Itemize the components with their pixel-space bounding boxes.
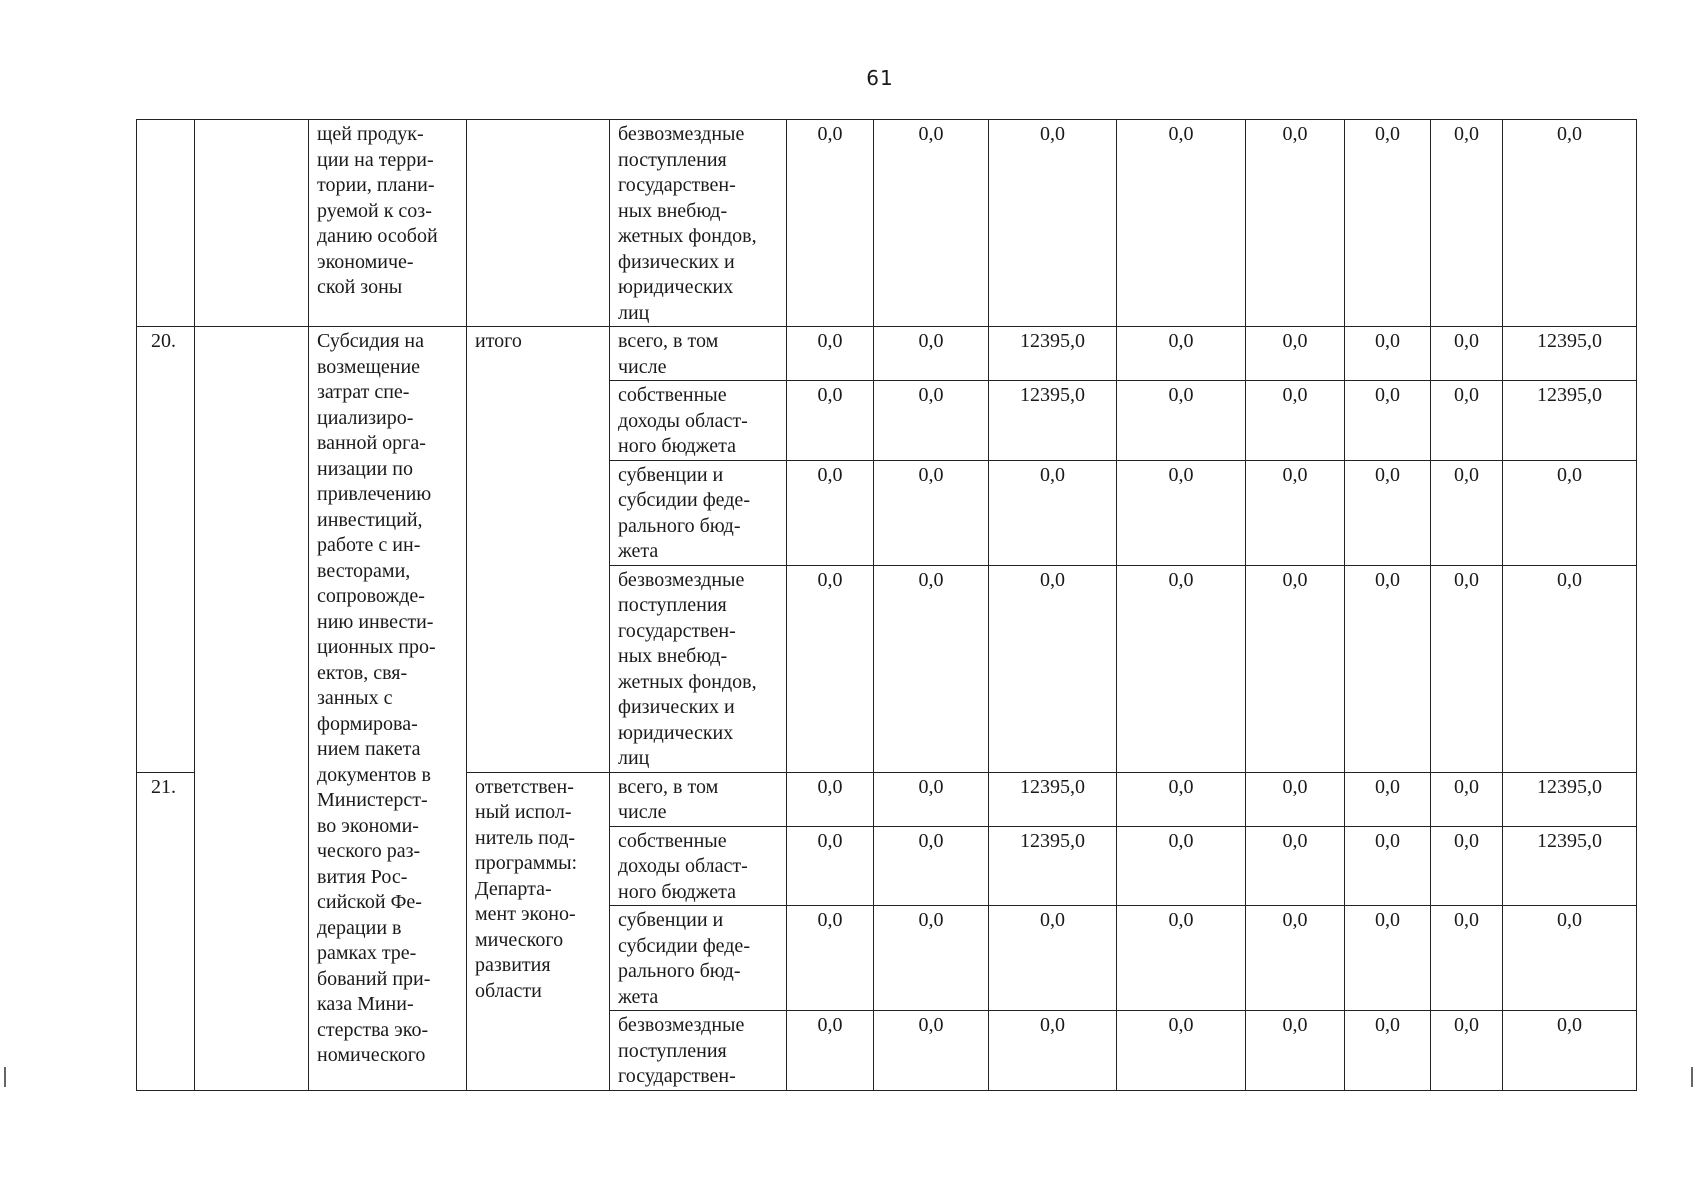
value-cell: 0,0	[1431, 565, 1503, 772]
value-cell: 0,0	[787, 460, 874, 565]
measure-name-cell: Субсидия на возмещение затрат спе- циализиро- ванной орга- низации по привлечению инвестиций, работе с ин- весторами, сопровожде- нию инвести- ционных про- ектов, свя- занных с формирова- нием пакета документов в Министерст- во экономи- ческого раз- вития Рос- сийской Фе- дерации в рамках тре- бований при- каза Мини- стерства эко- номического	[309, 327, 467, 1091]
funding-source-cell: всего, в том числе	[610, 327, 787, 381]
value-cell: 0,0	[1345, 772, 1431, 826]
funding-source-cell: всего, в том числе	[610, 772, 787, 826]
value-cell: 0,0	[1117, 327, 1246, 381]
value-cell: 0,0	[1431, 327, 1503, 381]
value-cell: 0,0	[1345, 565, 1431, 772]
value-cell: 0,0	[1117, 460, 1246, 565]
value-cell: 0,0	[1431, 826, 1503, 906]
code-cell	[195, 327, 309, 1091]
row-index-cell: 21.	[137, 772, 195, 1090]
value-cell: 0,0	[1503, 565, 1637, 772]
value-cell: 0,0	[787, 381, 874, 461]
value-cell: 0,0	[1246, 327, 1345, 381]
table-row	[137, 120, 1637, 327]
executor-cell	[467, 120, 610, 327]
value-cell: 0,0	[1345, 826, 1431, 906]
value-cell: 0,0	[1246, 772, 1345, 826]
scan-mark	[1691, 1067, 1693, 1087]
value-cell: 0,0	[787, 772, 874, 826]
value-cell: 0,0	[1503, 460, 1637, 565]
page-number: 61	[866, 66, 894, 90]
funding-source-cell: собственные доходы област- ного бюджета	[610, 826, 787, 906]
value-cell: 0,0	[1246, 826, 1345, 906]
value-cell: 0,0	[989, 460, 1117, 565]
value-cell: 0,0	[1431, 381, 1503, 461]
value-cell: 0,0	[874, 327, 989, 381]
value-cell: 0,0	[1431, 460, 1503, 565]
funding-source-cell: субвенции и субсидии феде- рального бюд- жета	[610, 460, 787, 565]
value-cell: 0,0	[787, 565, 874, 772]
value-cell: 0,0	[1117, 826, 1246, 906]
budget-table	[136, 119, 1637, 1091]
value-cell: 0,0	[1431, 120, 1503, 327]
value-cell: 0,0	[874, 381, 989, 461]
value-cell: 0,0	[1117, 120, 1246, 327]
value-cell: 0,0	[1503, 120, 1637, 327]
value-cell: 0,0	[1117, 565, 1246, 772]
value-cell: 0,0	[874, 906, 989, 1011]
row-index-cell	[137, 120, 195, 327]
value-cell: 0,0	[1117, 906, 1246, 1011]
code-cell	[195, 120, 309, 327]
value-cell: 0,0	[1246, 120, 1345, 327]
value-cell: 12395,0	[1503, 826, 1637, 906]
value-cell: 12395,0	[989, 381, 1117, 461]
funding-source-cell: собственные доходы област- ного бюджета	[610, 381, 787, 461]
row-index-cell: 20.	[137, 327, 195, 773]
value-cell: 0,0	[1345, 381, 1431, 461]
value-cell: 0,0	[989, 906, 1117, 1011]
funding-source-cell: субвенции и субсидии феде- рального бюд- жета	[610, 906, 787, 1011]
value-cell: 12395,0	[989, 826, 1117, 906]
value-cell: 0,0	[1117, 381, 1246, 461]
value-cell: 0,0	[1345, 1011, 1431, 1091]
value-cell: 0,0	[1246, 565, 1345, 772]
value-cell: 0,0	[989, 1011, 1117, 1091]
value-cell: 12395,0	[989, 327, 1117, 381]
table-row	[137, 327, 1637, 381]
value-cell: 0,0	[1431, 906, 1503, 1011]
value-cell: 0,0	[989, 120, 1117, 327]
value-cell: 0,0	[787, 1011, 874, 1091]
value-cell: 0,0	[1117, 772, 1246, 826]
value-cell: 0,0	[1345, 120, 1431, 327]
value-cell: 0,0	[1246, 1011, 1345, 1091]
value-cell: 0,0	[787, 120, 874, 327]
value-cell: 0,0	[1431, 1011, 1503, 1091]
value-cell: 12395,0	[1503, 381, 1637, 461]
funding-source-cell: безвозмездные поступления государствен-	[610, 1011, 787, 1091]
value-cell: 0,0	[1246, 381, 1345, 461]
value-cell: 0,0	[874, 1011, 989, 1091]
scan-mark	[4, 1067, 6, 1087]
value-cell: 0,0	[787, 327, 874, 381]
value-cell: 0,0	[1246, 906, 1345, 1011]
value-cell: 0,0	[1345, 327, 1431, 381]
value-cell: 0,0	[989, 565, 1117, 772]
measure-name-cell: щей продук- ции на терри- тории, плани- руемой к соз- данию особой экономиче- ской зоны	[309, 120, 467, 327]
executor-cell: ответствен- ный испол- нитель под- программы: Департа- мент эконо- мического развития области	[467, 772, 610, 1090]
value-cell: 0,0	[874, 120, 989, 327]
value-cell: 0,0	[1503, 906, 1637, 1011]
value-cell: 12395,0	[1503, 772, 1637, 826]
value-cell: 0,0	[874, 772, 989, 826]
executor-cell: итого	[467, 327, 610, 773]
value-cell: 0,0	[874, 460, 989, 565]
value-cell: 0,0	[787, 906, 874, 1011]
value-cell: 0,0	[1345, 460, 1431, 565]
value-cell: 0,0	[874, 826, 989, 906]
value-cell: 12395,0	[1503, 327, 1637, 381]
value-cell: 0,0	[787, 826, 874, 906]
value-cell: 0,0	[874, 565, 989, 772]
value-cell: 12395,0	[989, 772, 1117, 826]
value-cell: 0,0	[1345, 906, 1431, 1011]
value-cell: 0,0	[1117, 1011, 1246, 1091]
funding-source-cell: безвозмездные поступления государствен- ных внебюд- жетных фондов, физических и юридических лиц	[610, 120, 787, 327]
value-cell: 0,0	[1503, 1011, 1637, 1091]
value-cell: 0,0	[1246, 460, 1345, 565]
funding-source-cell: безвозмездные поступления государствен- ных внебюд- жетных фондов, физических и юридических лиц	[610, 565, 787, 772]
value-cell: 0,0	[1431, 772, 1503, 826]
